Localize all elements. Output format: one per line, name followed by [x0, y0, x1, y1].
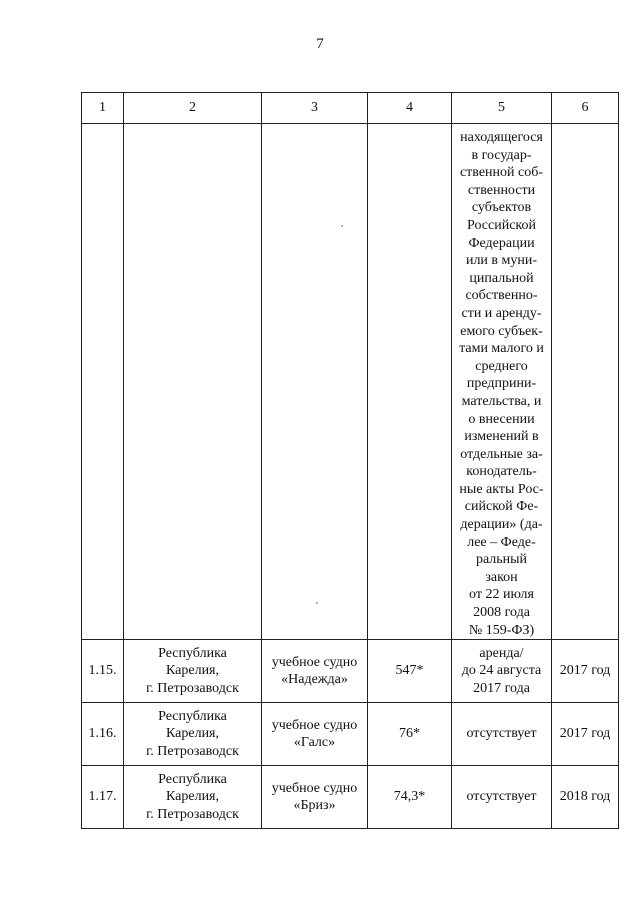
text-line: тами малого и — [459, 341, 544, 357]
text-line: среднего — [475, 358, 528, 374]
column-header: 4 — [368, 93, 452, 124]
table-row — [82, 766, 619, 829]
column-header: 2 — [124, 93, 262, 124]
text-line: Республика — [158, 771, 227, 787]
text-line: г. Петрозаводск — [146, 807, 239, 823]
text-line: в государ- — [471, 147, 532, 163]
row-number-cell: 1.16. — [82, 703, 124, 766]
region-cell — [124, 640, 262, 703]
text-line: о внесении — [468, 411, 535, 427]
year-cell: 2018 год — [552, 766, 619, 829]
encumbrance-cell — [452, 766, 552, 829]
year-cell: 2017 год — [552, 703, 619, 766]
table-body — [82, 640, 619, 829]
encumbrance-cell — [452, 640, 552, 703]
column-header: 1 — [82, 93, 124, 124]
region-cell — [124, 766, 262, 829]
area-cell: 74,3* — [368, 766, 452, 829]
continuation-row — [82, 124, 619, 640]
table-row — [82, 640, 619, 703]
page-number: 7 — [316, 36, 324, 52]
text-line: Карелия, — [166, 663, 219, 679]
text-line: сти и аренду- — [461, 305, 542, 321]
text-line: сийской Фе- — [464, 499, 539, 515]
text-line: ральный — [475, 552, 528, 568]
encumbrance-cell — [452, 703, 552, 766]
text-line: Карелия, — [166, 789, 219, 805]
scan-speck — [316, 602, 318, 604]
text-line: г. Петрозаводск — [146, 681, 239, 697]
text-line: аренда/ — [479, 645, 524, 661]
area-cell: 76* — [368, 703, 452, 766]
text-line: емого субъек- — [460, 323, 543, 339]
table-row — [82, 703, 619, 766]
text-line: от 22 июля — [469, 587, 534, 603]
text-line: учебное судно — [271, 717, 358, 733]
text-line: субъектов — [471, 200, 532, 216]
object-cell — [262, 766, 368, 829]
text-line: «Бриз» — [293, 798, 336, 814]
text-line: г. Петрозаводск — [146, 744, 239, 760]
text-line: собственно- — [465, 288, 538, 304]
scan-speck — [341, 225, 343, 227]
text-line: предприни- — [466, 376, 537, 392]
row-number-cell: 1.17. — [82, 766, 124, 829]
column-header: 5 — [452, 93, 552, 124]
region-cell — [124, 703, 262, 766]
text-line: Российской — [467, 217, 536, 233]
column-header: 3 — [262, 93, 368, 124]
continuation-text-cell — [452, 124, 552, 640]
column-header: 6 — [552, 93, 619, 124]
table-cell — [552, 124, 619, 640]
text-line: Республика — [158, 645, 227, 661]
text-line: отсутствует — [466, 726, 537, 742]
text-line: учебное судно — [271, 654, 358, 670]
table-cell — [124, 124, 262, 640]
text-line: ственной соб- — [459, 165, 544, 181]
text-line: 2017 года — [473, 681, 530, 697]
text-line: изменений в — [464, 429, 539, 445]
text-line: учебное судно — [271, 780, 358, 796]
object-cell — [262, 703, 368, 766]
table-header-row — [82, 93, 619, 124]
text-line: находящегося — [460, 130, 543, 145]
text-line: Карелия, — [166, 726, 219, 742]
year-cell: 2017 год — [552, 640, 619, 703]
text-line: 2008 года — [473, 605, 530, 621]
text-line: конодатель- — [466, 464, 537, 480]
text-line: отсутствует — [466, 789, 537, 805]
data-table — [81, 92, 619, 829]
table-cell — [368, 124, 452, 640]
text-line: отдельные за- — [460, 446, 543, 462]
object-cell — [262, 640, 368, 703]
text-line: до 24 августа — [461, 663, 542, 679]
text-line: мательства, и — [461, 393, 542, 409]
text-line: ственности — [467, 182, 536, 198]
text-line: «Надежда» — [281, 672, 348, 688]
table-cell — [82, 124, 124, 640]
text-line: или в муни- — [465, 253, 538, 269]
area-cell: 547* — [368, 640, 452, 703]
text-line: № 159-ФЗ) — [468, 622, 535, 638]
table-cell — [262, 124, 368, 640]
text-line: «Галс» — [293, 735, 336, 751]
text-line: ные акты Рос- — [459, 481, 544, 497]
text-line: лее – Феде- — [467, 534, 536, 550]
text-line: закон — [485, 569, 518, 585]
text-line: Федерации — [468, 235, 535, 251]
row-number-cell: 1.15. — [82, 640, 124, 703]
text-line: ципальной — [469, 270, 534, 286]
continuation-text — [452, 124, 551, 639]
text-line: дерации» (да- — [460, 517, 543, 533]
text-line: Республика — [158, 708, 227, 724]
